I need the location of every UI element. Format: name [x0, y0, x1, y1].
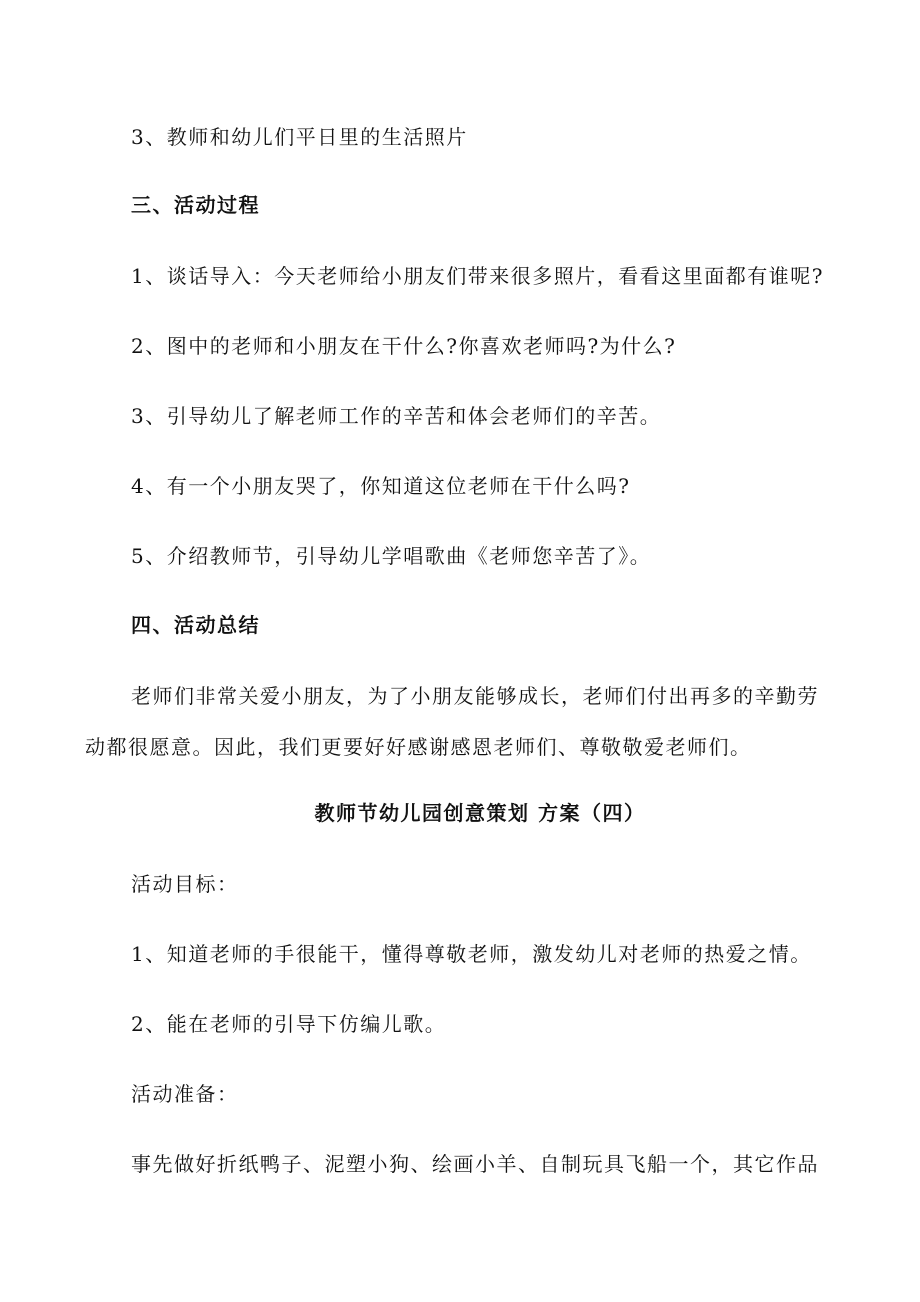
- prep-item-3: 3、教师和幼儿们平日里的生活照片: [131, 125, 468, 149]
- goal-item-2: 2、能在老师的引导下仿编儿歌。: [131, 1012, 447, 1036]
- prep-label: 活动准备：: [131, 1082, 239, 1106]
- section-heading-process: 三、活动过程: [131, 193, 260, 217]
- summary-line-1: 老师们非常关爱小朋友，为了小朋友能够成长，老师们付出再多的辛勤劳: [131, 684, 819, 708]
- plan-title-row: [0, 799, 920, 827]
- goals-label: 活动目标：: [131, 872, 239, 896]
- section-heading-summary: 四、活动总结: [131, 613, 260, 637]
- process-step-3: 3、引导幼儿了解老师工作的辛苦和体会老师们的辛苦。: [131, 404, 662, 428]
- goal-item-1: 1、知道老师的手很能干，懂得尊敬老师，激发幼儿对老师的热爱之情。: [131, 942, 812, 966]
- process-step-4: 4、有一个小朋友哭了，你知道这位老师在干什么吗?: [131, 474, 631, 498]
- summary-line-2: 动都很愿意。因此，我们更要好好感谢感恩老师们、尊敬敬爱老师们。: [85, 735, 752, 759]
- process-step-2: 2、图中的老师和小朋友在干什么?你喜欢老师吗?为什么?: [131, 334, 677, 358]
- process-step-5: 5、介绍教师节，引导幼儿学唱歌曲《老师您辛苦了》。: [131, 544, 652, 568]
- prep-text: 事先做好折纸鸭子、泥塑小狗、绘画小羊、自制玩具飞船一个，其它作品: [131, 1152, 819, 1176]
- plan-title: 教师节幼儿园创意策划 方案（四）: [314, 801, 646, 825]
- process-step-1: 1、谈话导入：今天老师给小朋友们带来很多照片，看看这里面都有谁呢?: [131, 264, 824, 288]
